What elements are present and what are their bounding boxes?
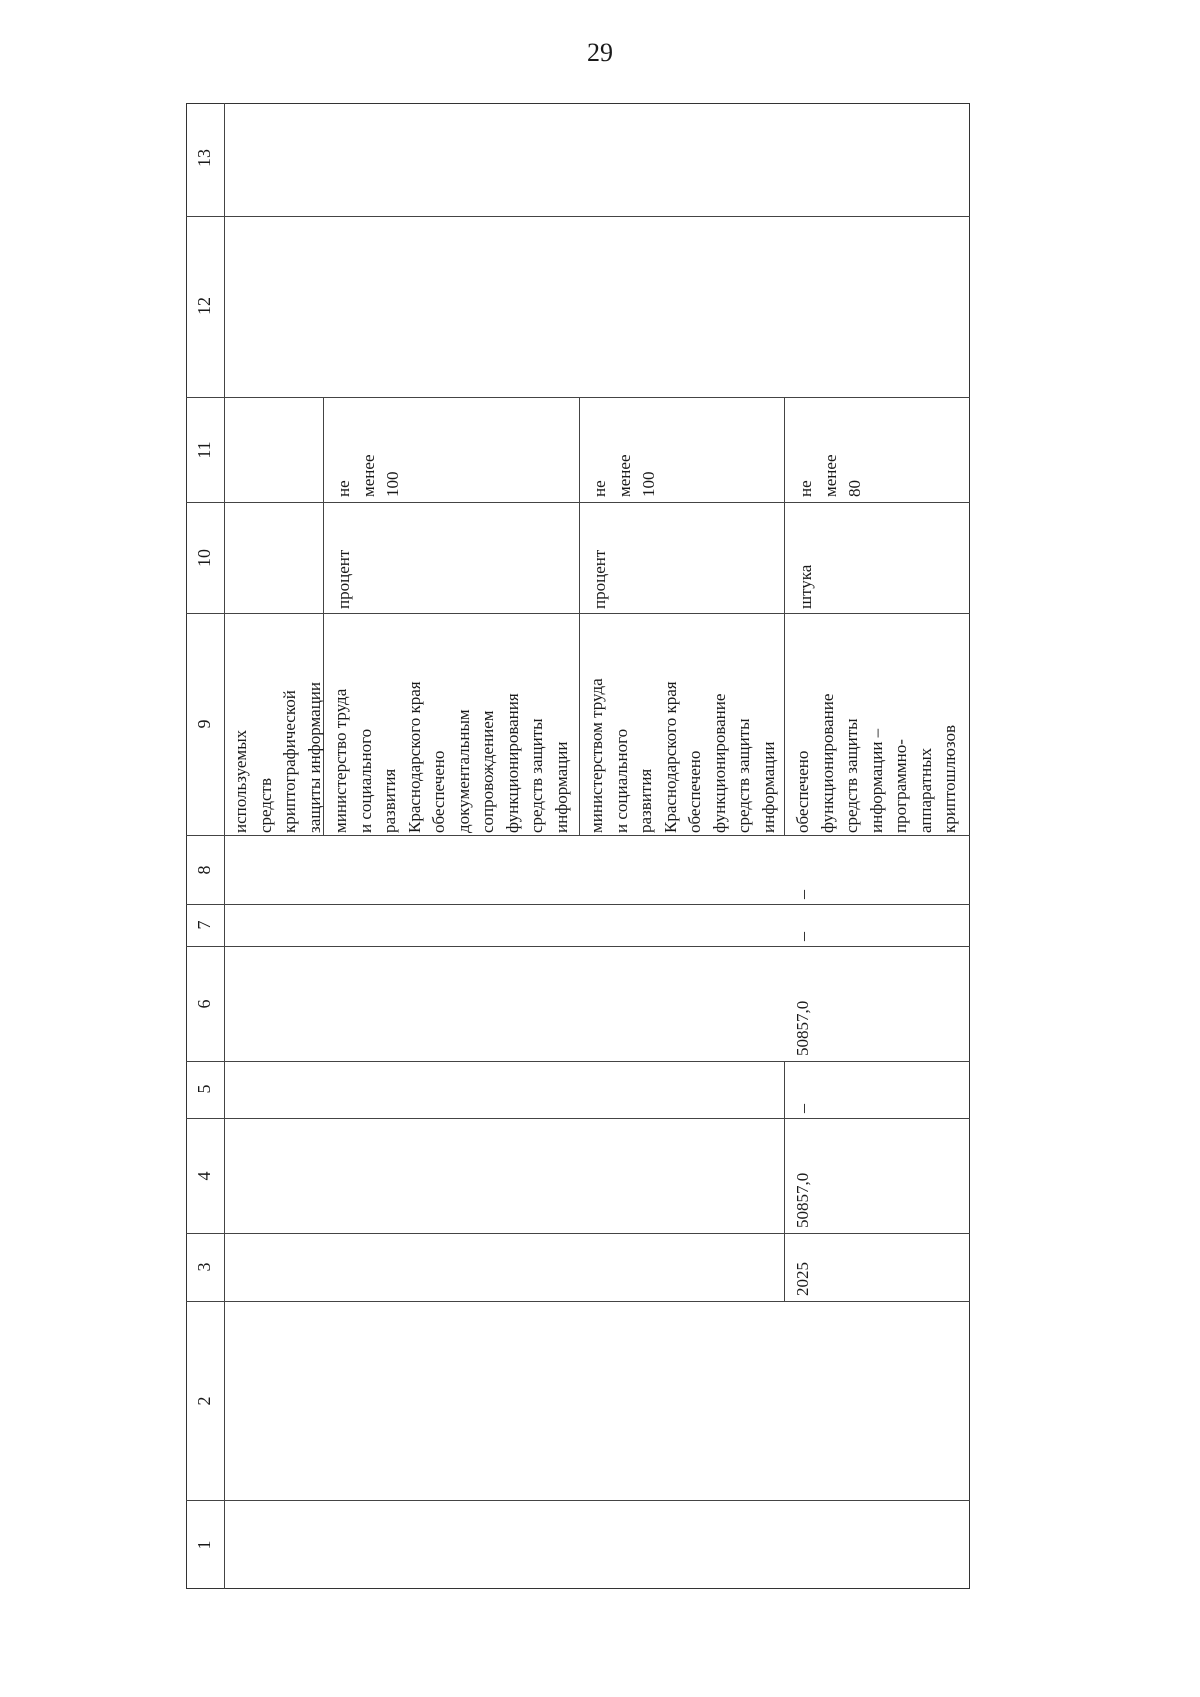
- row3-col10: штука: [796, 564, 815, 609]
- col-boundary-6-5: [186, 1061, 970, 1062]
- col-boundary-5-4: [186, 1118, 970, 1119]
- col-boundary-8-7: [186, 904, 970, 905]
- col-boundary-11-10: [186, 502, 970, 503]
- header-separator: [224, 103, 225, 1589]
- row3-col7: –: [793, 932, 813, 941]
- row-separator-3b: [784, 1061, 785, 1301]
- header-col-10: 10: [194, 549, 214, 567]
- row2-col9: министерством труда и социального развития Краснодарского края обеспечено функционирование средств защиты информации: [587, 678, 778, 833]
- row3-col3: 2025: [793, 1262, 812, 1296]
- header-col-8: 8: [194, 865, 214, 875]
- row1-col9: министерство труда и социального развития Краснодарского края обеспечено документальным сопровождением функционирования средств защиты информации: [331, 681, 571, 833]
- row3-col9: обеспечено функционирование средств защиты информации – программно- аппаратных криптошлюзов: [793, 693, 959, 833]
- header-col-5: 5: [194, 1084, 214, 1094]
- row1-col10: процент: [334, 549, 353, 609]
- header-col-6: 6: [194, 999, 214, 1009]
- header-col-4: 4: [194, 1171, 214, 1181]
- col-boundary-3-2: [186, 1301, 970, 1302]
- row3-col8: –: [793, 890, 813, 899]
- col-boundary-13-12: [186, 216, 970, 217]
- header-col-13: 13: [194, 149, 214, 167]
- row3-col5: –: [793, 1104, 813, 1113]
- header-col-3: 3: [194, 1262, 214, 1272]
- row2-col10: процент: [590, 549, 609, 609]
- header-col-9: 9: [194, 719, 214, 729]
- header-col-2: 2: [194, 1396, 214, 1406]
- header-col-7: 7: [194, 920, 214, 930]
- col-boundary-9-8: [186, 835, 970, 836]
- row3-col11: не менее 80: [796, 454, 864, 497]
- col-boundary-4-3: [186, 1233, 970, 1234]
- header-col-12: 12: [194, 297, 214, 315]
- header-col-1: 1: [194, 1540, 214, 1550]
- row2-col11: не менее 100: [590, 454, 658, 497]
- header-col-11: 11: [194, 441, 214, 459]
- table-frame: [186, 103, 970, 1589]
- row-separator-3a: [784, 397, 785, 835]
- row1-col11: не менее 100: [334, 454, 402, 497]
- row0-col9: используемых средств криптографической защиты информации: [231, 682, 324, 833]
- page-number: 29: [587, 38, 613, 67]
- col-boundary-2-1: [186, 1500, 970, 1501]
- col-boundary-7-6: [186, 946, 970, 947]
- row3-col6: 50857,0: [793, 1000, 812, 1056]
- row-separator-2: [579, 397, 580, 835]
- row3-col4: 50857,0: [793, 1172, 812, 1228]
